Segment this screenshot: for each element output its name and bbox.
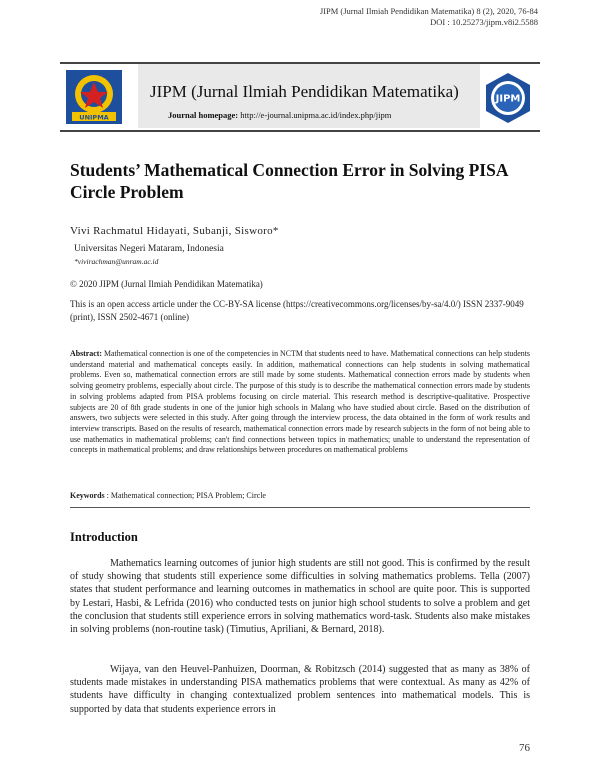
citation-header [320,6,538,28]
body-paragraph: Mathematics learning outcomes of junior high students are still not good. This is confirmed by the result of study showing that students still experience some difficulties in solving mathematics problems. Tella (2007) states that student performance and learning outcomes in mathematics in school are quite poor. This is supported by Lestari, Hasbi, & Lefrida (2016) who conducted tests on junior high school students to solve a problem and get the conclusion that students still experience errors in solving mathematics word-task. Students also make mistakes in solving problems (non-routine task) (Timutius, Apriliani, & Bernard, 2018). [70,558,530,636]
journal-name: JIPM (Jurnal Ilmiah Pendidikan Matematika) [150,82,459,101]
corresponding-email: *vivirachman@unram.ac.id [74,257,159,266]
paper-title: Students’ Mathematical Connection Error in Solving PISA Circle Problem [70,160,508,202]
right-logo-text: JIPM [495,93,521,105]
page-number: 76 [519,742,530,754]
journal-banner [60,62,540,132]
section-heading: Introduction [70,530,138,544]
university-logo-icon [64,68,124,126]
keywords-text: : Mathematical connection; PISA Problem; Circle [104,491,266,500]
keywords [70,491,266,500]
homepage-link[interactable]: http://e-journal.unipma.ac.id/index.php/jipm [240,110,392,120]
body-paragraph: Wijaya, van den Heuvel-Panhuizen, Doorman, & Robitzsch (2014) suggested that as many as 38% of students made mistakes in understanding PISA mathematics problems that were contextual. As many as 42% of students have difficulty in changing contextualized problem sentences into mathematical models. This is supported by data that students experience errors in [70,664,530,715]
jipm-logo-icon [482,72,534,124]
left-logo-text: UNIPMA [79,113,109,122]
abstract-text: Mathematical connection is one of the competencies in NCTM that students need to have. Mathematical connections can help students understand material and mathematical concepts easily. In addition, mathematical connections can help students in solving mathematical problems. Even so, mathematical connection errors are still made by some students. Mathematical connection errors made by students when solving geometry problems, especially about circle. The purpose of this study is to describe the mathematical connection errors made by students in solving problems adapted from PISA problems focusing on circle material. This research method is descriptive-qualitative. Prospective subjects are 20 of 8th grade students in one of the junior high schools in Malang who have studied about circle. Based on the distribution of answers, two subjects were selected in this study. After going through the interview process, the data obtained in the form of work results and interview transcripts. Based on the results of research, mathematical connection errors made by research subjects in the form of not being able to use mathematics in mathematical problems; can't find connections between topics in mathematics; unable to understand the representation of concepts in mathematical problems; and draw relationships between procedures on mathematical problems [70,349,530,455]
doi-line: DOI : 10.25273/jipm.v8i2.5588 [430,17,538,27]
abstract-label: Abstract: [70,349,102,358]
copyright-notice: © 2020 JIPM (Jurnal Ilmiah Pendidikan Matematika) [70,279,263,289]
affiliation: Universitas Negeri Mataram, Indonesia [74,244,224,254]
keywords-label: Keywords [70,491,105,500]
citation-line: JIPM (Jurnal Ilmiah Pendidikan Matematika) 8 (2), 2020, 76-84 [319,6,538,16]
homepage-label: Journal homepage: [168,110,239,120]
author-list: Vivi Rachmatul Hidayati, Subanji, Sisworo* [70,225,279,237]
license-notice: This is an open access article under the CC-BY-SA license (https://creativecommons.org/licenses/by-sa/4.0/) ISSN 2337-9049 (print), ISSN 2502-4671 (online) [70,299,524,322]
section-divider-top [70,507,530,508]
abstract [70,349,530,456]
journal-homepage [168,110,391,120]
